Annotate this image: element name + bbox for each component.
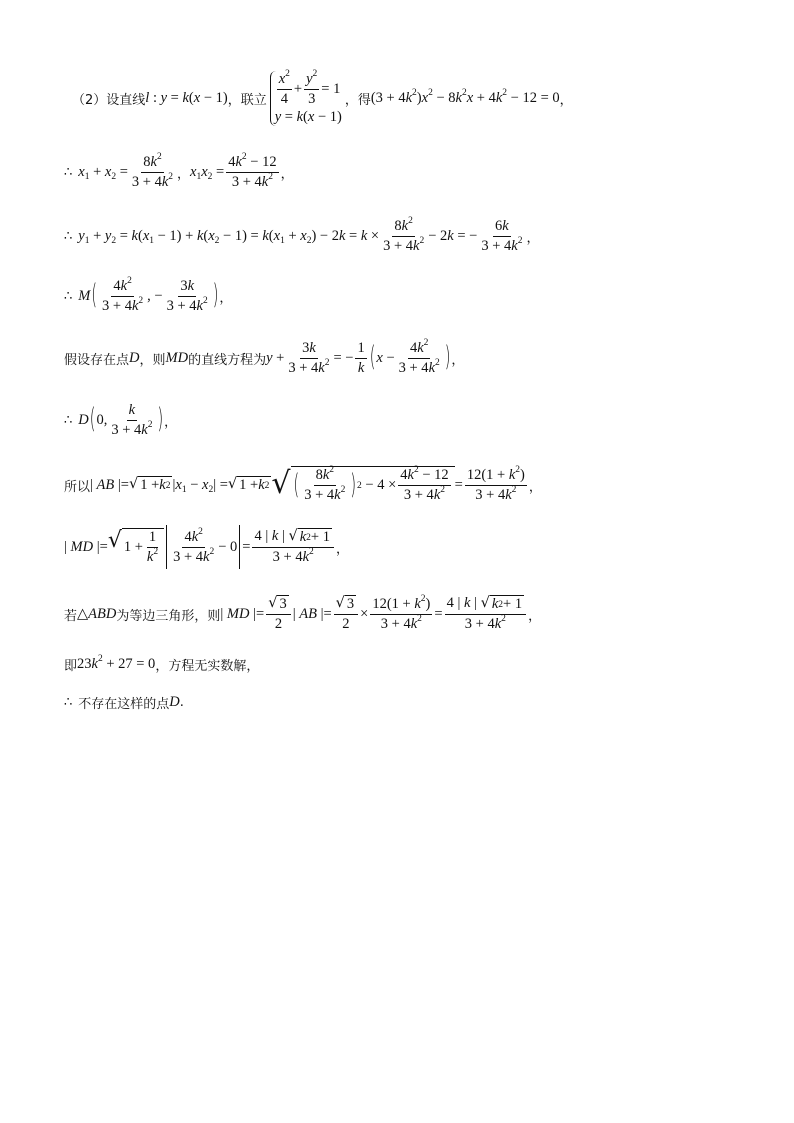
line-11: ∴ 不存在这样的点 D .	[64, 693, 184, 712]
line-1-de: ，得	[344, 92, 371, 108]
line-1-end: ，	[559, 92, 573, 108]
line-5: 假设存在点 D ，则 MD 的直线方程为 y + $\frac{3k}{3 + 4k^2}$ = − $\frac{1}{k}$ ( x − $\frac{4k^2}{3 + 4k^2}$ ) ，	[64, 337, 465, 376]
therefore-symbol: ∴	[64, 288, 73, 304]
line-6: ∴ D ( 0, $\frac{k}{3 + 4k^2}$ ) ，	[64, 401, 178, 438]
line-1-eq-l: l : y = k(x − 1)	[145, 89, 228, 106]
therefore-symbol: ∴	[64, 412, 73, 428]
line-1	[72, 68, 573, 125]
line-10: 即 $23k^2 + 27 = 0$ ，方程无实数解，	[64, 653, 260, 674]
line-2: ∴ $x_1 + x_2$ = $\frac{8k^2}{3 + 4k^2}$ ， $x_1x_2$ = $\frac{4k^2 - 12}{3 + 4k^2}$ ，	[64, 151, 294, 190]
line-4: ∴ M ( $\frac{4k^2}{3 + 4k^2}$ , − $\frac{3k}{3 + 4k^2}$ ) ，	[64, 275, 233, 314]
system-brace: $\frac{x^2}{4}$ + $\frac{y^2}{3}$ = 1 y = k(x − 1)	[270, 71, 342, 126]
therefore-symbol: ∴	[64, 164, 73, 180]
line-7: 所以 | AB |= √ 1 + k 2 $|x_1 - x_2|$ = √ 1 + k 2 √ ( $\frac{8k^2}{3 + 4k^2}$ ) 2 − 4 × $\frac{4k^2 - 12}{3 + 4k^2}$ = $\frac{12(1 + k^2)}{3 + 4k^2}$ ，	[64, 464, 542, 503]
line-1-prefix: （2）设直线	[72, 92, 146, 108]
line-3: ∴ $y_1 + y_2 = k(x_1 - 1) + k(x_2 - 1) = k(x_1 + x_2) - 2k = k$ × $\frac{8k^2}{3 + 4k^2}$ − 2k = − $\frac{6k}{3 + 4k^2}$ ，	[64, 215, 540, 254]
line-1-lian: ，联立	[227, 92, 267, 108]
therefore-symbol: ∴	[64, 228, 73, 244]
line-1-quadratic: $(3 + 4k^2)x^2 - 8k^2x + 4k^2 - 12 = 0$	[370, 87, 560, 106]
therefore-symbol: ∴	[64, 694, 73, 710]
line-8: | MD |= √ 1 + $\frac{1}{k^2}$ $\frac{4k^2}{3 + 4k^2}$ − 0 = 4 | k | √ k 2 + 1 $3 + 4k^2$ ，	[64, 524, 349, 570]
line-9: 若 △ABD 为等边三角形，则 | MD |= √ 3 2 | AB |= √ 3 2 × $\frac{12(1 + k^2)}{3 + 4k^2}$ = 4 | k | √ k 2 + 1 $3 + 4k^2$ ，	[64, 593, 542, 632]
